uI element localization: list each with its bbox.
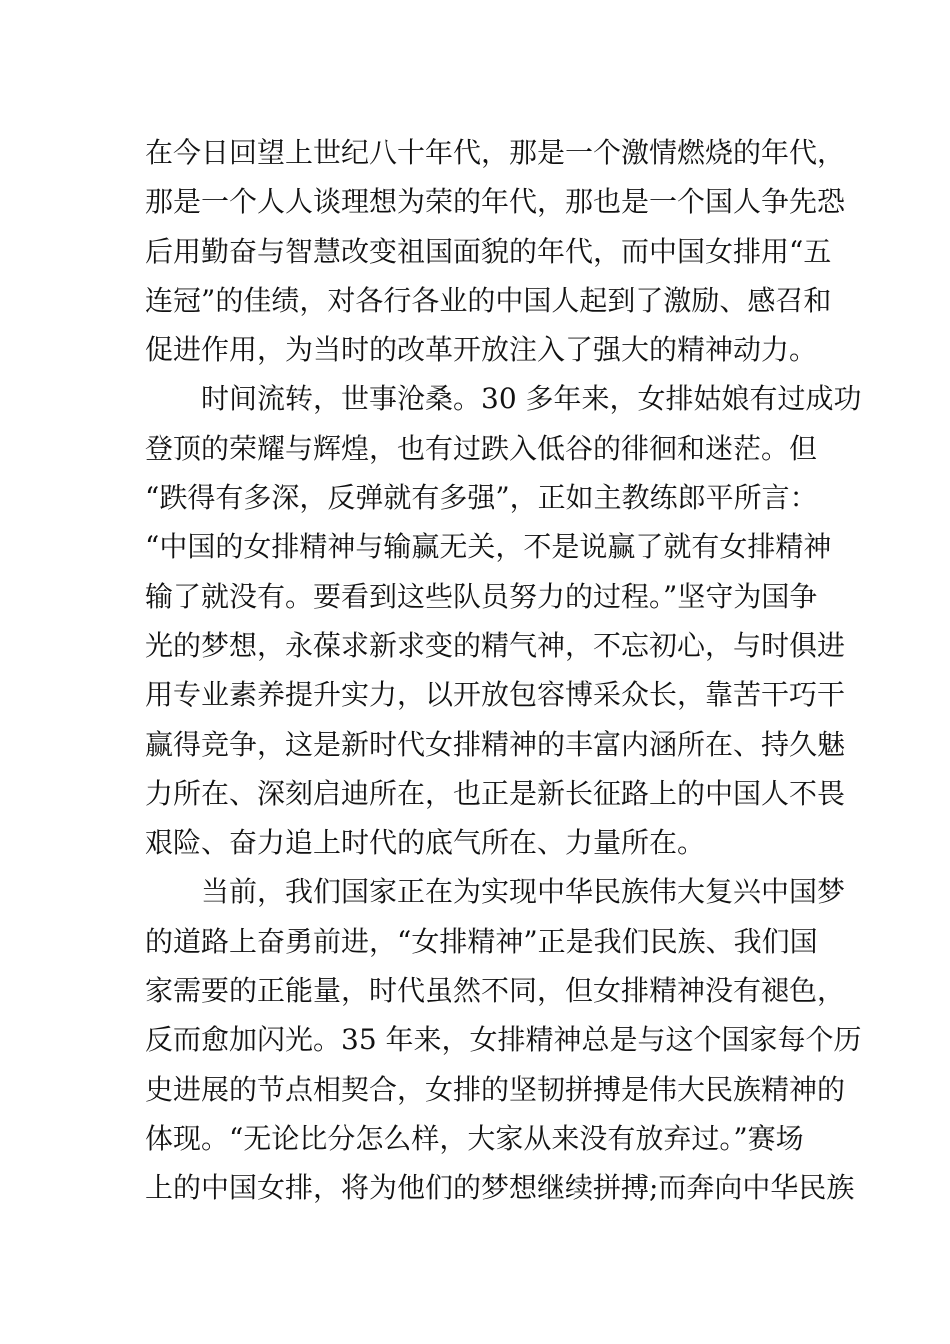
text-line: 的道路上奋勇前进，“女排精神”正是我们民族、我们国	[145, 924, 818, 958]
text-line: 光的梦想，永葆求新求变的精气神，不忘初心，与时俱进	[145, 628, 846, 662]
text-line: 体现。“无论比分怎么样，大家从来没有放弃过。”赛场	[145, 1121, 804, 1155]
text-line: 反而愈加闪光。35 年来，女排精神总是与这个国家每个历	[145, 1023, 862, 1057]
text-line: 连冠”的佳绩，对各行各业的中国人起到了激励、感召和	[145, 283, 832, 317]
text-line: 输了就没有。要看到这些队员努力的过程。”坚守为国争	[145, 579, 818, 613]
text-line: 赢得竞争，这是新时代女排精神的丰富内涵所在、持久魅	[145, 727, 846, 761]
body-text	[145, 128, 862, 1213]
text-line: 艰险、奋力追上时代的底气所在、力量所在。	[145, 826, 706, 860]
text-line: 时间流转，世事沧桑。30 多年来，女排姑娘有过成功	[201, 382, 862, 416]
paragraph-1	[145, 128, 846, 374]
text-line: 史进展的节点相契合，女排的坚韧拼搏是伟大民族精神的	[145, 1072, 846, 1106]
text-line: 当前，我们国家正在为实现中华民族伟大复兴中国梦	[201, 875, 846, 909]
text-line: 上的中国女排，将为他们的梦想继续拼搏;而奔向中华民族	[145, 1171, 855, 1205]
text-line: 登顶的荣耀与辉煌，也有过跌入低谷的徘徊和迷茫。但	[145, 431, 818, 465]
text-line: 家需要的正能量，时代虽然不同，但女排精神没有褪色，	[145, 974, 846, 1008]
text-line: “跌得有多深，反弹就有多强”，正如主教练郎平所言：	[145, 481, 818, 515]
text-line: 那是一个人人谈理想为荣的年代，那也是一个国人争先恐	[145, 185, 846, 219]
text-line: 在今日回望上世纪八十年代，那是一个激情燃烧的年代，	[145, 136, 846, 169]
text-line: “中国的女排精神与输赢无关，不是说赢了就有女排精神	[145, 530, 832, 564]
text-line: 促进作用，为当时的改革开放注入了强大的精神动力。	[145, 333, 818, 367]
paragraph-2	[145, 374, 862, 867]
text-line: 用专业素养提升实力，以开放包容博采众长，靠苦干巧干	[145, 678, 846, 712]
paragraph-3	[145, 867, 862, 1212]
text-line: 后用勤奋与智慧改变祖国面貌的年代，而中国女排用“五	[145, 234, 832, 268]
text-line: 力所在、深刻启迪所在，也正是新长征路上的中国人不畏	[145, 776, 846, 810]
